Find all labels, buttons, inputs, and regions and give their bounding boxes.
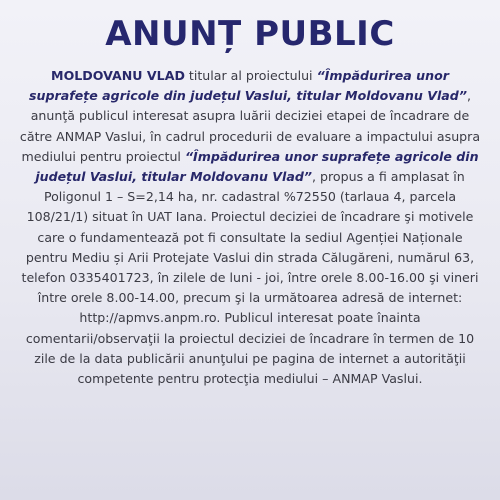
notice-title: ANUNȚ PUBLIC [105, 14, 395, 54]
holder-name: MOLDOVANU VLAD [51, 68, 185, 83]
project-title-first: “Împădurirea unor suprafețe agricole din județul Vaslui, titular Moldovanu Vlad” [29, 68, 467, 104]
notice-body [16, 66, 484, 389]
body-text-segment-3: , propus a fi amplasat în Poligonul 1 – S=2,14 ha, nr. cadastral %72550 (tarlaua 4, parcela 108/21/1) situat în UAT Iana. Proiectul deciziei de încadrare şi motivele care o fundamentează pot fi consultate la sediul Agenției Naționale pentru Mediu și Arii Protejate Vaslui din strada Călugăreni, numărul 63, telefon 0335401723, în zilele de luni - joi, între orele 8.00-16.00 şi vineri între orele 8.00-14.00, precum şi la următoarea adresă de internet: http://apmvs.anpm.ro. Publicul interesat poate înainta comentarii/observaţii la proiectul deciziei de încadrare în termen de 10 zile de la data publicării anunţului pe pagina de internet a autorităţii competente pentru protecţia mediului – ANMAP Vaslui. [21, 169, 479, 387]
body-text-segment-2: , anunţă publicul interesat asupra luării deciziei etapei de încadrare de către ANMAP Vaslui, în cadrul procedurii de evaluare a impactului asupra mediului pentru proiectul [19, 88, 481, 164]
project-title-second: “Împădurirea unor suprafețe agricole din județul Vaslui, titular Moldovanu Vlad” [35, 148, 479, 185]
body-text-segment-1: titular al proiectului [184, 68, 317, 83]
